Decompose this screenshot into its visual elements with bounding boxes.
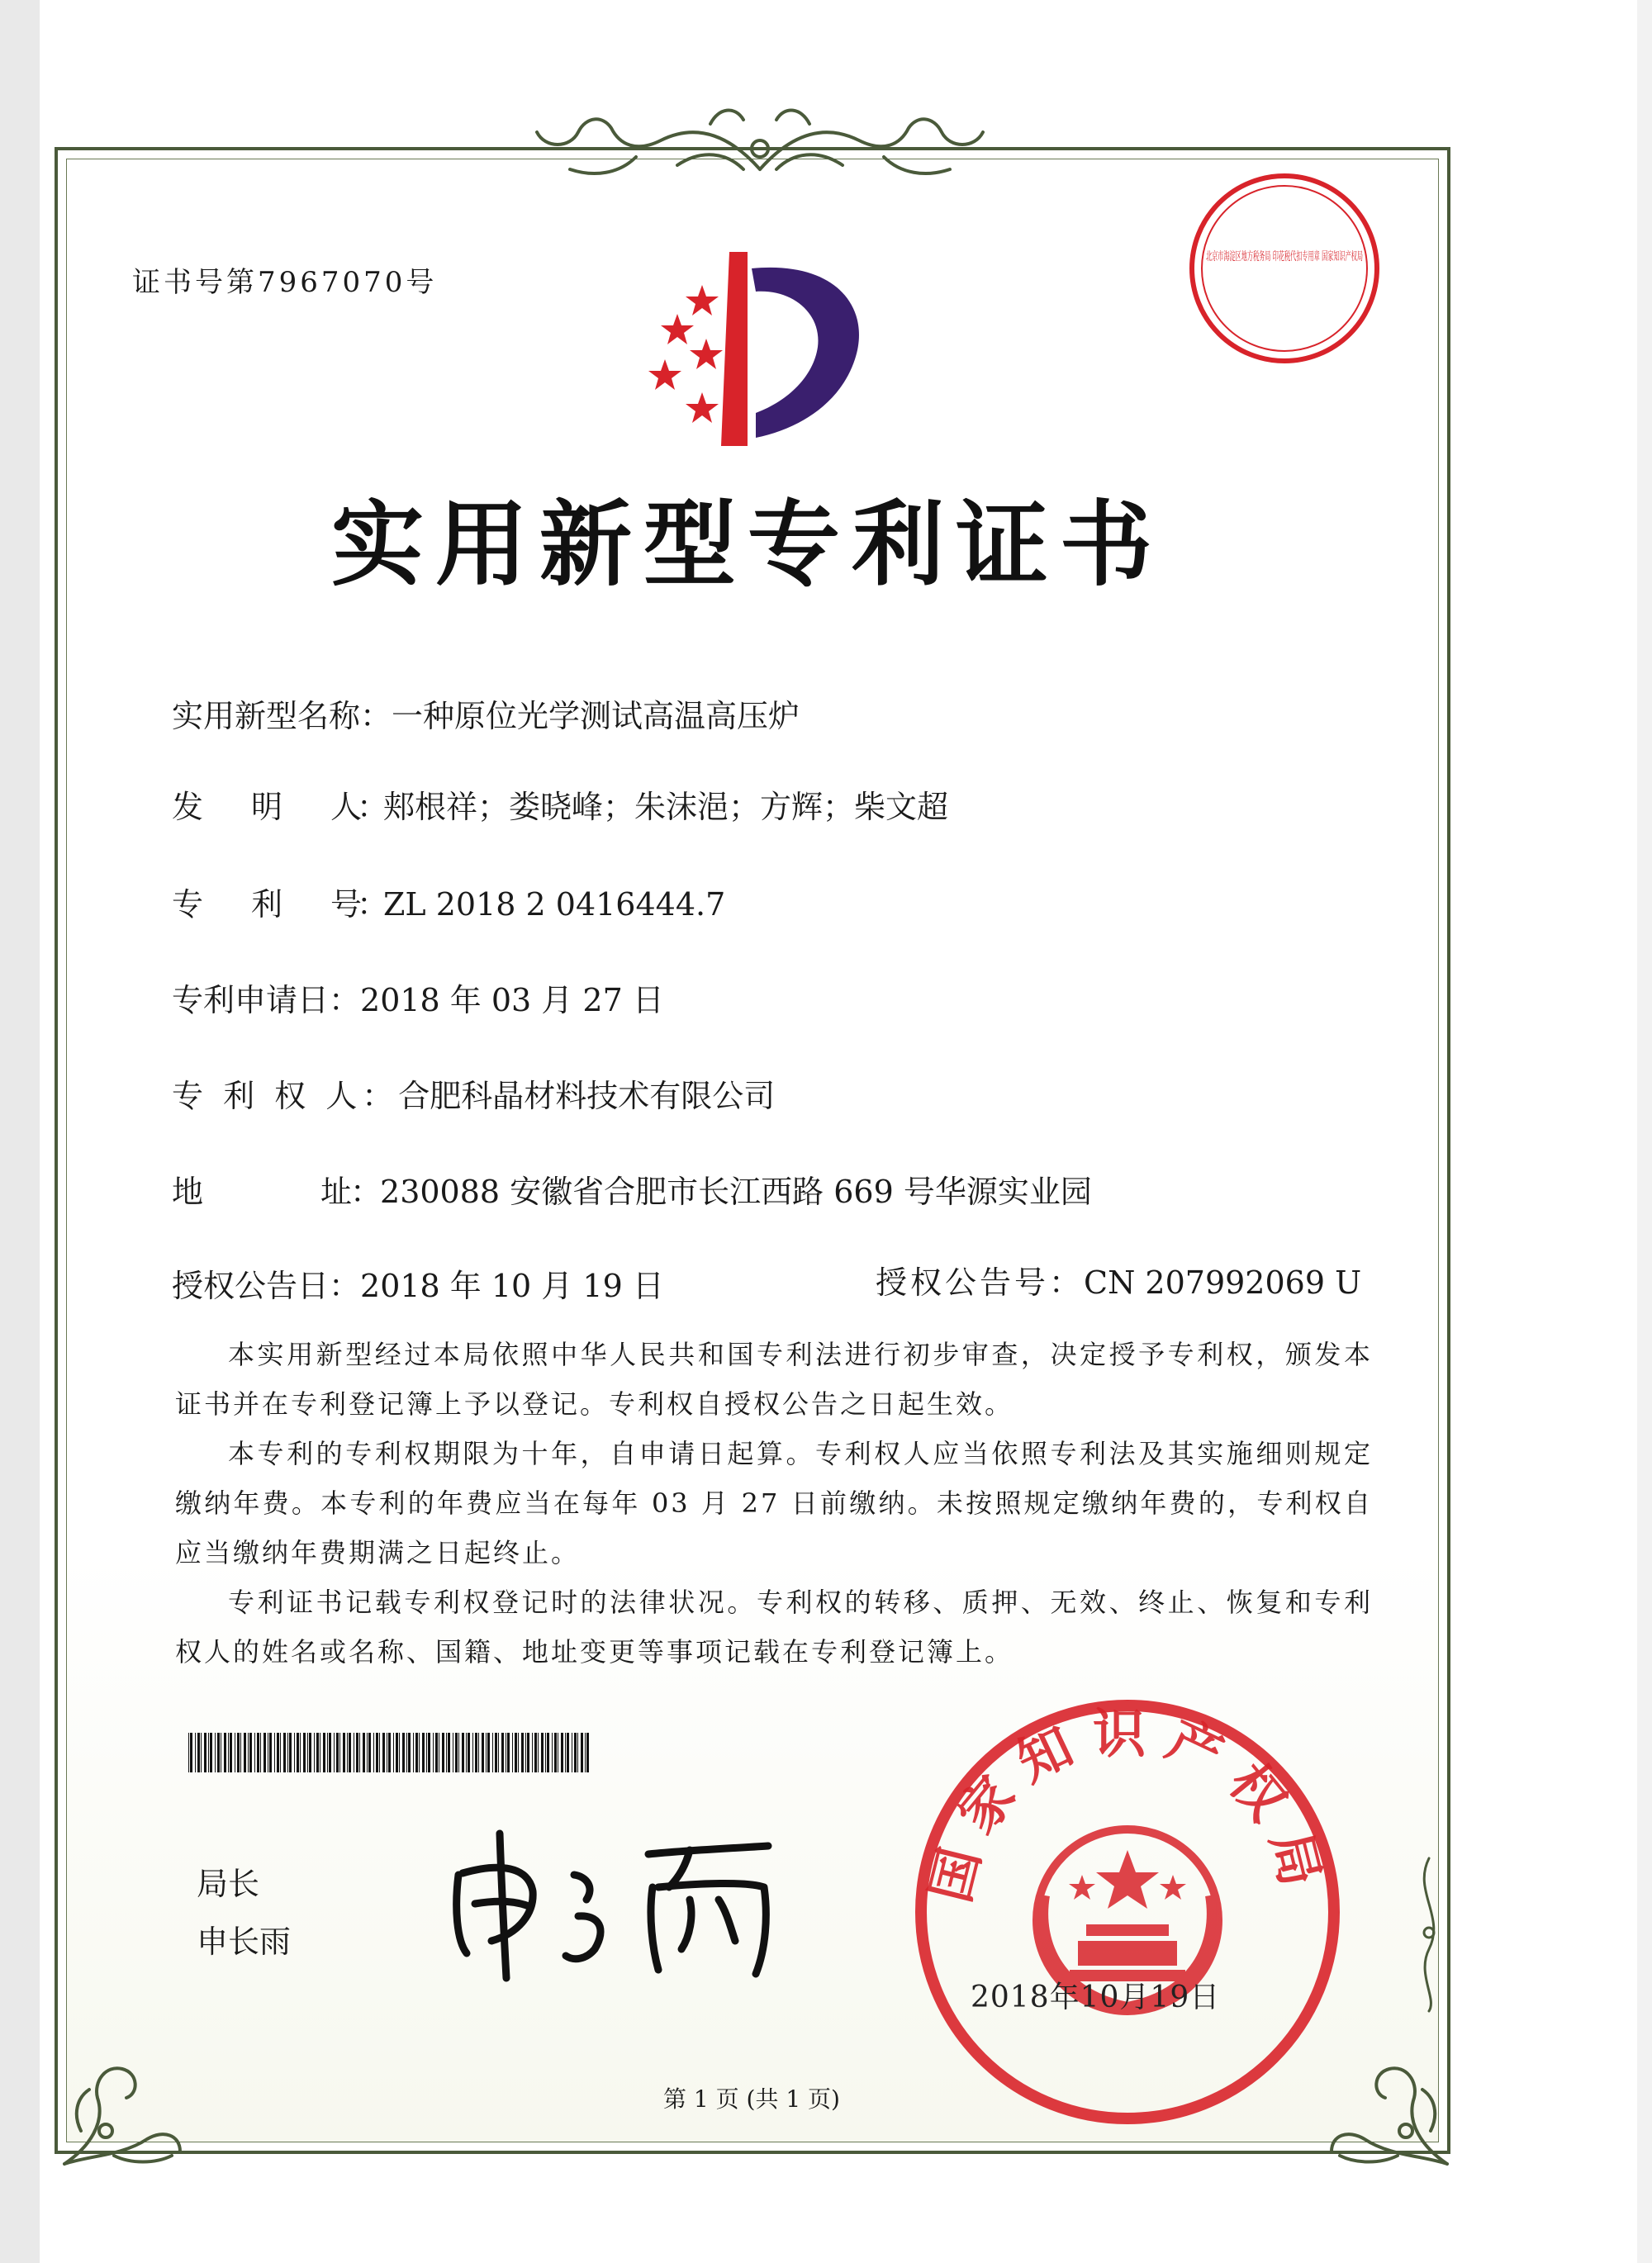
signatory-role: 局长 — [197, 1866, 260, 1902]
barcode-bar — [585, 1733, 586, 1772]
barcode-bar — [525, 1733, 526, 1772]
paragraph-grant: 本实用新型经过本局依照中华人民共和国专利法进行初步审查，决定授予专利权，颁发本证书并在专利登记簿上予以登记。专利权自授权公告之日起生效。 — [175, 1339, 1373, 1420]
barcode-bar — [373, 1733, 374, 1772]
grant-number-label: 授权公告号： — [876, 1264, 1085, 1301]
barcode-bar — [349, 1733, 351, 1772]
barcode-bar — [215, 1733, 216, 1772]
barcode-bar — [475, 1733, 477, 1772]
barcode-bar — [197, 1733, 200, 1772]
patent-office-logo — [624, 252, 871, 458]
certificate-title: 实用新型专利证书 — [331, 491, 1164, 599]
barcode-bar — [314, 1733, 315, 1772]
handwritten-signature — [442, 1817, 789, 1982]
bottom-left-ornament — [56, 2032, 197, 2172]
barcode-bar — [498, 1733, 499, 1772]
barcode-bar — [415, 1733, 418, 1772]
barcode-bar — [210, 1733, 212, 1772]
barcode-bar — [433, 1733, 434, 1772]
filing-date-label: 专利申请日： — [172, 982, 361, 1018]
inventors-label: 发 明 人： — [172, 789, 384, 825]
barcode-bar — [323, 1733, 325, 1772]
barcode-bar — [586, 1733, 589, 1772]
barcode-bar — [577, 1733, 578, 1772]
barcode-bar — [552, 1733, 553, 1772]
inventors-value: 郏根祥；娄晓峰；朱沫浥；方辉；柴文超 — [383, 789, 949, 825]
barcode-bar — [316, 1733, 319, 1772]
right-side-ornament — [1404, 1850, 1454, 2015]
barcode-bar — [347, 1733, 348, 1772]
barcode-bar — [482, 1733, 484, 1772]
barcode-bar — [280, 1733, 281, 1772]
barcode-bar — [300, 1733, 301, 1772]
grant-number-value: CN 207992069 U — [1084, 1264, 1362, 1301]
barcode-bar — [478, 1733, 479, 1772]
barcode-bar — [334, 1733, 335, 1772]
barcode-bar — [248, 1733, 249, 1772]
barcode-bar — [309, 1733, 311, 1772]
barcode-bar — [512, 1733, 513, 1772]
patent-number-value: ZL 2018 2 0416444.7 — [383, 886, 726, 923]
barcode-bar — [468, 1733, 470, 1772]
barcode-bar — [257, 1733, 259, 1772]
barcode-bar — [382, 1733, 385, 1772]
patentee-row — [172, 1070, 775, 1116]
barcode-bar — [448, 1733, 450, 1772]
grant-number-row — [876, 1257, 1361, 1302]
scan-edge — [0, 0, 40, 2263]
barcode-bar — [287, 1733, 288, 1772]
barcode-bar — [574, 1733, 577, 1772]
barcode-bar — [492, 1733, 493, 1772]
barcode-bar — [297, 1733, 299, 1772]
address-row — [172, 1166, 1092, 1212]
barcode-bar — [455, 1733, 458, 1772]
barcode-bar — [294, 1733, 295, 1772]
barcode-bar — [419, 1733, 420, 1772]
barcode-bar — [208, 1733, 209, 1772]
barcode-bar — [376, 1733, 378, 1772]
barcode-bar — [195, 1733, 196, 1772]
barcode-bar — [541, 1733, 544, 1772]
barcode-bar — [435, 1733, 438, 1772]
barcode-bar — [413, 1733, 414, 1772]
patentee-label: 专 利 权 人： — [172, 1078, 399, 1114]
barcode — [188, 1733, 591, 1772]
barcode-bar — [188, 1733, 189, 1772]
barcode-bar — [567, 1733, 569, 1772]
barcode-bar — [396, 1733, 398, 1772]
barcode-bar — [406, 1733, 407, 1772]
barcode-bar — [359, 1733, 360, 1772]
barcode-bar — [367, 1733, 368, 1772]
barcode-bar — [518, 1733, 519, 1772]
barcode-bar — [230, 1733, 232, 1772]
barcode-bar — [228, 1733, 229, 1772]
barcode-bar — [363, 1733, 365, 1772]
filing-date-row — [172, 975, 664, 1020]
barcode-bar — [507, 1733, 510, 1772]
barcode-bar — [495, 1733, 497, 1772]
inventors-row — [172, 781, 948, 827]
barcode-bar — [442, 1733, 444, 1772]
barcode-bar — [428, 1733, 430, 1772]
filing-date-value: 2018 年 03 月 27 日 — [360, 982, 664, 1018]
paragraph-term: 本专利的专利权期限为十年，自申请日起算。专利权人应当依照专利法及其实施细则规定缴纳年费。本专利的年费应当在每年 03 月 27 日前缴纳。未按照规定缴纳年费的，专利权自应当缴纳年费期满之日起终止。 — [175, 1438, 1373, 1568]
patentee-value: 合肥科晶材料技术有限公司 — [398, 1078, 776, 1114]
barcode-bar — [466, 1733, 467, 1772]
barcode-bar — [274, 1733, 275, 1772]
utility-model-name-row — [172, 690, 800, 736]
barcode-bar — [422, 1733, 425, 1772]
grant-date-value: 2018 年 10 月 19 日 — [360, 1268, 664, 1304]
barcode-bar — [472, 1733, 473, 1772]
barcode-bar — [446, 1733, 447, 1772]
barcode-bar — [343, 1733, 345, 1772]
svg-text:国家知识产权局: 国家知识产权局 — [920, 1704, 1335, 1909]
barcode-bar — [547, 1733, 549, 1772]
barcode-bar — [545, 1733, 546, 1772]
barcode-bar — [554, 1733, 557, 1772]
barcode-bar — [379, 1733, 380, 1772]
barcode-bar — [237, 1733, 240, 1772]
page-number: 第 1 页 (共 1 页) — [663, 2085, 840, 2113]
barcode-bar — [327, 1733, 328, 1772]
patent-office-seal — [913, 1697, 1342, 2127]
barcode-bar — [527, 1733, 529, 1772]
barcode-bar — [224, 1733, 226, 1772]
barcode-bar — [254, 1733, 255, 1772]
barcode-bar — [532, 1733, 533, 1772]
patent-number-label: 专 利 号： — [172, 886, 384, 923]
barcode-bar — [534, 1733, 537, 1772]
barcode-bar — [581, 1733, 583, 1772]
barcode-bar — [402, 1733, 405, 1772]
barcode-bar — [260, 1733, 261, 1772]
barcode-bar — [277, 1733, 279, 1772]
barcode-bar — [201, 1733, 202, 1772]
certificate-number: 证书号第7967070号 — [132, 266, 438, 299]
barcode-bar — [244, 1733, 246, 1772]
grant-date-row — [172, 1260, 664, 1306]
barcode-bar — [339, 1733, 340, 1772]
address-value: 230088 安徽省合肥市长江西路 669 号华源实业园 — [380, 1174, 1092, 1210]
barcode-bar — [399, 1733, 400, 1772]
barcode-bar — [356, 1733, 358, 1772]
scan-edge-right — [1637, 0, 1652, 2263]
barcode-bar — [462, 1733, 464, 1772]
barcode-bar — [303, 1733, 306, 1772]
barcode-bar — [501, 1733, 504, 1772]
address-label: 地 址： — [172, 1174, 381, 1210]
barcode-bar — [368, 1733, 371, 1772]
barcode-bar — [289, 1733, 292, 1772]
barcode-bar — [565, 1733, 566, 1772]
barcode-bar — [487, 1733, 490, 1772]
barcode-bar — [426, 1733, 427, 1772]
barcode-bar — [458, 1733, 459, 1772]
svg-text:北京市海淀区地方税务局 印花税代扣专用章 国家知识产权局: 北京市海淀区地方税务局 印花税代扣专用章 国家知识产权局 — [1206, 250, 1514, 263]
barcode-bar — [283, 1733, 286, 1772]
barcode-bar — [486, 1733, 487, 1772]
barcode-bar — [336, 1733, 339, 1772]
barcode-bar — [240, 1733, 241, 1772]
barcode-bar — [263, 1733, 266, 1772]
barcode-bar — [538, 1733, 539, 1772]
barcode-bar — [393, 1733, 394, 1772]
barcode-bar — [190, 1733, 192, 1772]
barcode-bar — [521, 1733, 524, 1772]
seal-date: 2018年10月19日 — [971, 1981, 1221, 2014]
utility-model-name-label: 实用新型名称： — [172, 698, 392, 734]
barcode-bar — [329, 1733, 331, 1772]
grant-date-label: 授权公告日： — [172, 1268, 361, 1304]
signatory-name: 申长雨 — [197, 1924, 292, 1960]
barcode-bar — [408, 1733, 411, 1772]
barcode-bar — [307, 1733, 308, 1772]
barcode-bar — [269, 1733, 272, 1772]
top-ornament — [512, 99, 1008, 182]
barcode-bar — [217, 1733, 220, 1772]
tax-stamp-seal — [1185, 169, 1514, 368]
barcode-bar — [204, 1733, 206, 1772]
patent-number-row — [172, 879, 725, 924]
barcode-bar — [388, 1733, 391, 1772]
utility-model-name-value: 一种原位光学测试高温高压炉 — [392, 698, 800, 734]
barcode-bar — [561, 1733, 563, 1772]
paragraph-legal-status: 专利证书记载专利权登记时的法律状况。专利权的转移、质押、无效、终止、恢复和专利权人的姓名或名称、国籍、地址变更等事项记载在专利登记簿上。 — [175, 1587, 1373, 1668]
barcode-bar — [515, 1733, 517, 1772]
barcode-bar — [249, 1733, 252, 1772]
